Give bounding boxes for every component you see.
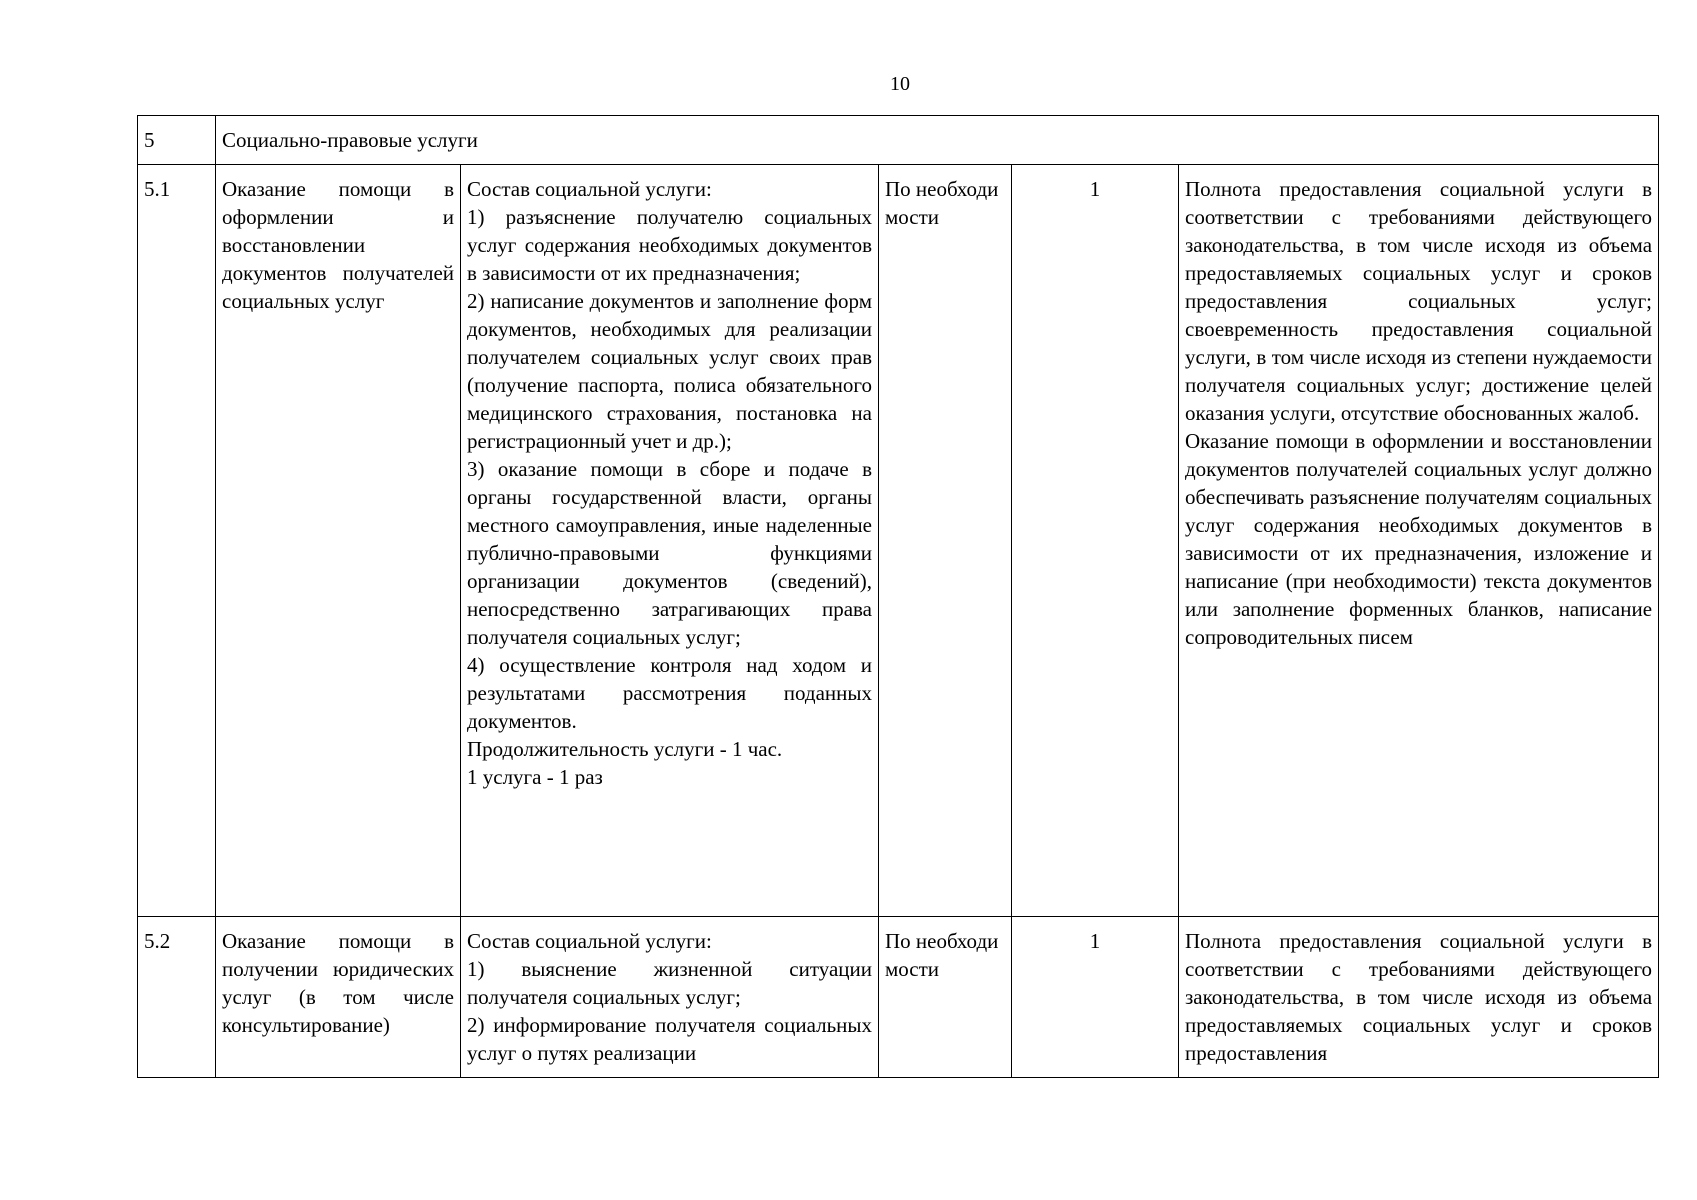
row-number: 5.2: [138, 917, 216, 1078]
section-title: Социально-правовые услуги: [216, 116, 1659, 165]
composition-line: 1) разъяснение получателю социальных услуг содержания необходимых документов в зависимости от их предназначения;: [467, 205, 872, 285]
composition-line: 1) выяснение жизненной ситуации получателя социальных услуг;: [467, 957, 872, 1009]
service-composition: [461, 165, 879, 917]
composition-line: Продолжительность услуги - 1 час.: [467, 737, 783, 761]
composition-line: 4) осуществление контроля над ходом и результатами рассмотрения поданных документов.: [467, 653, 872, 733]
service-quality: [1179, 917, 1659, 1078]
service-name: Оказание помощи в оформлении и восстановлении документов получателей социальных услуг: [216, 165, 461, 917]
composition-line: 3) оказание помощи в сборе и подаче в органы государственной власти, органы местного самоуправления, иные наделенные публично-правовыми функциями организации документов (сведений), непосредственно затрагивающих права получателя социальных услуг;: [467, 457, 872, 649]
service-quantity: 1: [1012, 917, 1179, 1078]
quality-paragraph: Полнота предоставления социальной услуги в соответствии с требованиями действующего законодательства, в том числе исходя из объема предоставляемых социальных услуг и сроков предоставления социальных услуг; своевременность предоставления социальной услуги, в том числе исходя из степени нуждаемости получателя социальных услуг; достижение целей оказания услуги, отсутствие обоснованных жалоб.: [1185, 177, 1653, 425]
composition-line: Состав социальной услуги:: [467, 929, 712, 953]
composition-line: Состав социальной услуги:: [467, 177, 712, 201]
service-composition: [461, 917, 879, 1078]
quality-paragraph: Оказание помощи в оформлении и восстановлении документов получателей социальных услуг должно обеспечивать разъяснение получателям социальных услуг содержания необходимых документов в зависимости от их предназначения, изложение и написание (при необходимости) текста документов или заполнение форменных бланков, написание сопроводительных писем: [1185, 429, 1653, 649]
composition-line: 1 услуга - 1 раз: [467, 765, 603, 789]
service-quantity: 1: [1012, 165, 1179, 917]
service-frequency: По необходимости: [879, 917, 1012, 1078]
section-row: [138, 116, 1659, 165]
service-name: Оказание помощи в получении юридических услуг (в том числе консультирование): [216, 917, 461, 1078]
table-row: [138, 917, 1659, 1078]
table-row: [138, 165, 1659, 917]
composition-line: 2) информирование получателя социальных услуг о путях реализации: [467, 1013, 872, 1065]
composition-line: 2) написание документов и заполнение форм документов, необходимых для реализации получателем социальных услуг своих прав (получение паспорта, полиса обязательного медицинского страхования, постановка на регистрационный учет и др.);: [467, 289, 872, 453]
section-number: 5: [138, 116, 216, 165]
page-number: 10: [890, 73, 910, 95]
service-quality: [1179, 165, 1659, 917]
services-table: [137, 115, 1659, 1078]
service-frequency: По необходимости: [879, 165, 1012, 917]
row-number: 5.1: [138, 165, 216, 917]
quality-paragraph: Полнота предоставления социальной услуги в соответствии с требованиями действующего законодательства, в том числе исходя из объема предоставляемых социальных услуг и сроков предоставления: [1185, 929, 1653, 1065]
